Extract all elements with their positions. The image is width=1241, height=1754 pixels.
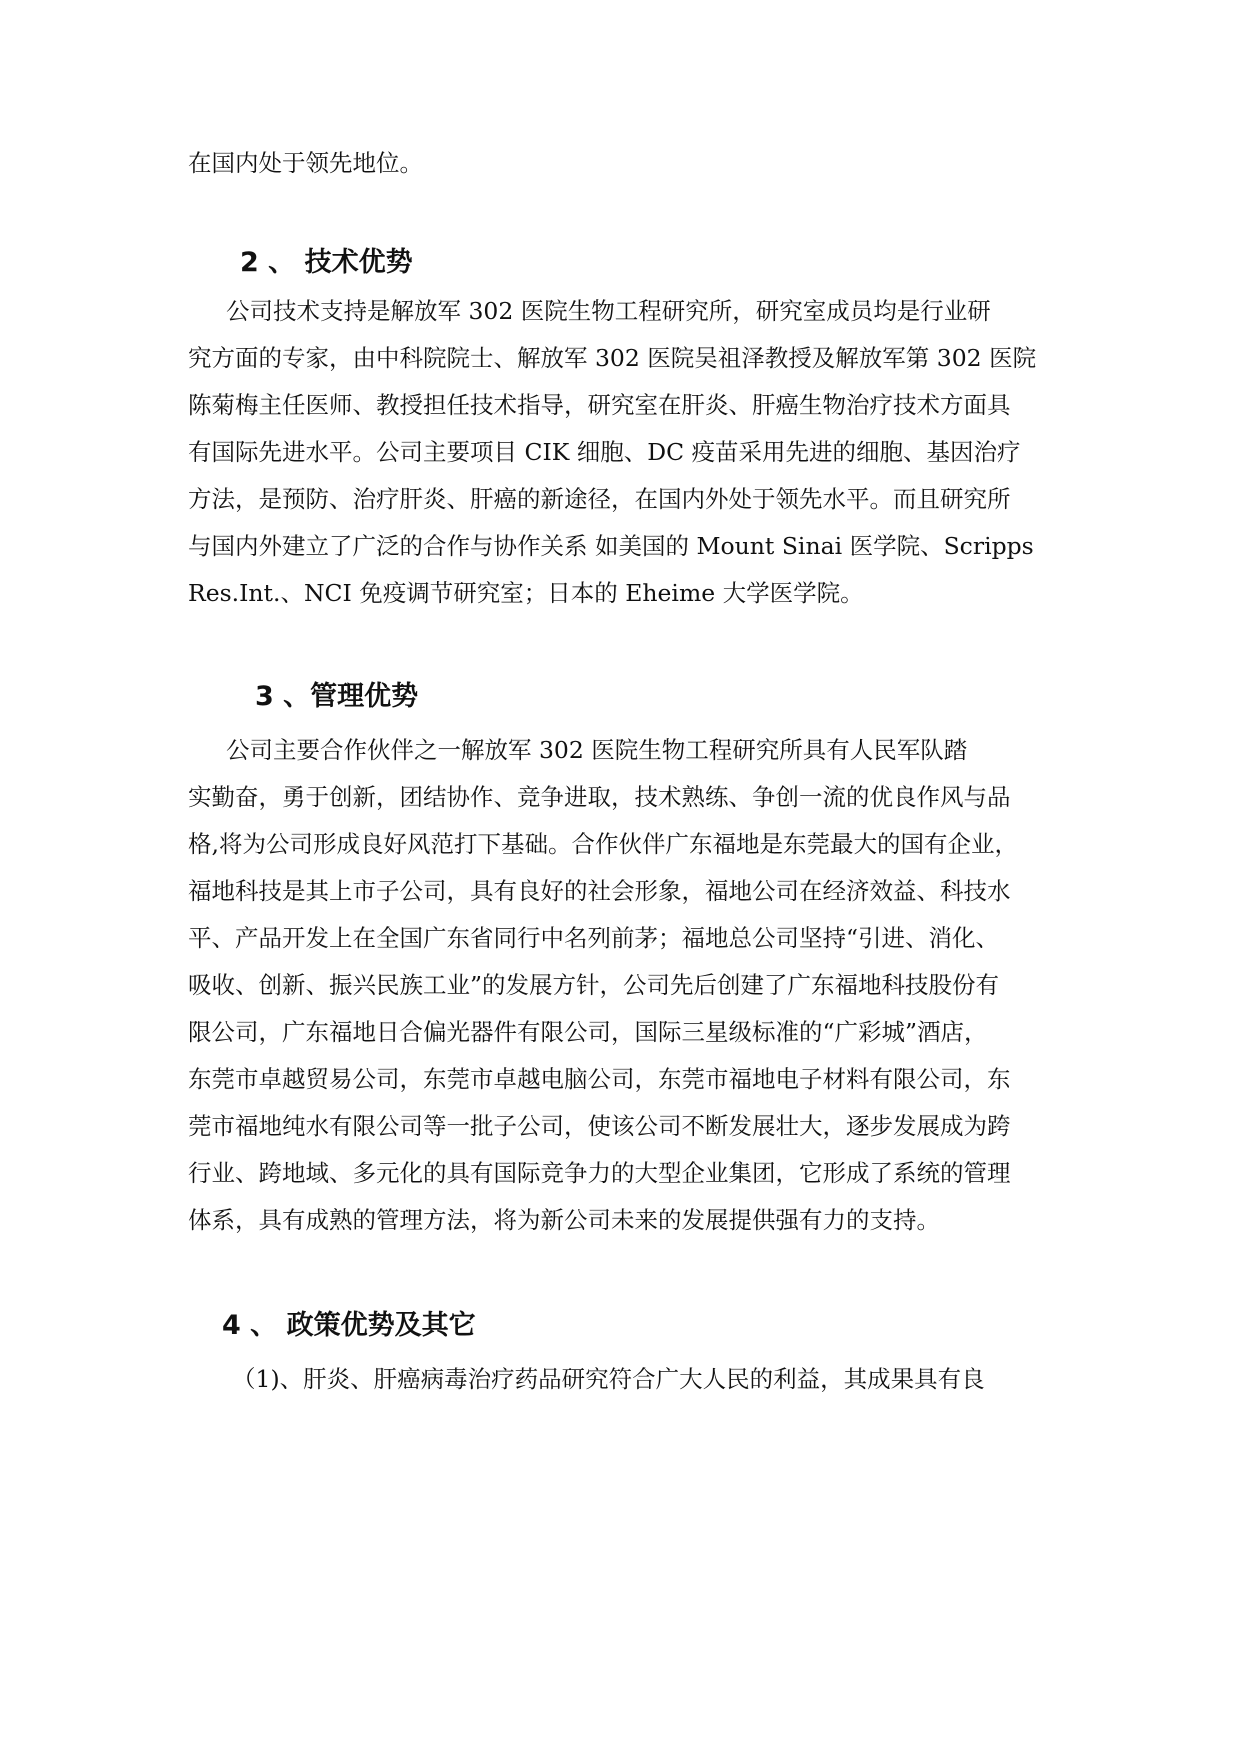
paragraph-line: 在国内处于领先地位。 <box>188 149 423 177</box>
paragraph-line: 莞市福地纯水有限公司等一批子公司，使该公司不断发展壮大，逐步发展成为跨 <box>188 1112 1011 1140</box>
paragraph-line: 行业、跨地域、多元化的具有国际竞争力的大型企业集团，它形成了系统的管理 <box>188 1159 1011 1187</box>
paragraph-line: 公司技术支持是解放军 302 医院生物工程研究所，研究室成员均是行业研 <box>226 297 991 325</box>
paragraph-line: 与国内外建立了广泛的合作与协作关系 如美国的 Mount Sinai 医学院、Scripps <box>188 532 1034 560</box>
paragraph-line: 陈菊梅主任医师、教授担任技术指导，研究室在肝炎、肝癌生物治疗技术方面具 <box>188 391 1011 419</box>
section-heading-management-advantage: 3 、管理优势 <box>255 681 419 712</box>
paragraph-line: 吸收、创新、振兴民族工业”的发展方针，公司先后创建了广东福地科技股份有 <box>188 971 1000 999</box>
paragraph-line: Res.Int.、NCI 免疫调节研究室；日本的 Eheime 大学医学院。 <box>188 579 864 607</box>
paragraph-line: 限公司，广东福地日合偏光器件有限公司，国际三星级标准的“广彩城”酒店， <box>188 1018 988 1046</box>
section-heading-policy-advantage: 4 、 政策优势及其它 <box>222 1310 476 1341</box>
paragraph-line: 体系，具有成熟的管理方法，将为新公司未来的发展提供强有力的支持。 <box>188 1206 940 1234</box>
paragraph-line: 究方面的专家，由中科院院士、解放军 302 医院吴祖泽教授及解放军第 302 医院 <box>188 344 1037 372</box>
paragraph-line: （1)、肝炎、肝癌病毒治疗药品研究符合广大人民的利益，其成果具有良 <box>232 1365 985 1393</box>
paragraph-line: 东莞市卓越贸易公司，东莞市卓越电脑公司，东莞市福地电子材料有限公司，东 <box>188 1065 1011 1093</box>
paragraph-line: 公司主要合作伙伴之一解放军 302 医院生物工程研究所具有人民军队踏 <box>226 736 968 764</box>
paragraph-line: 平、产品开发上在全国广东省同行中名列前茅；福地总公司坚持“引进、消化、 <box>188 924 1000 952</box>
paragraph-line: 有国际先进水平。公司主要项目 CIK 细胞、DC 疫苗采用先进的细胞、基因治疗 <box>188 438 1021 466</box>
paragraph-line: 福地科技是其上市子公司，具有良好的社会形象，福地公司在经济效益、科技水 <box>188 877 1011 905</box>
paragraph-line: 实勤奋，勇于创新，团结协作、竞争进取，技术熟练、争创一流的优良作风与品 <box>188 783 1011 811</box>
section-heading-tech-advantage: 2 、 技术优势 <box>240 247 413 278</box>
paragraph-line: 格,将为公司形成良好风范打下基础。合作伙伴广东福地是东莞最大的国有企业， <box>188 830 1018 858</box>
paragraph-line: 方法，是预防、治疗肝炎、肝癌的新途径，在国内外处于领先水平。而且研究所 <box>188 485 1011 513</box>
